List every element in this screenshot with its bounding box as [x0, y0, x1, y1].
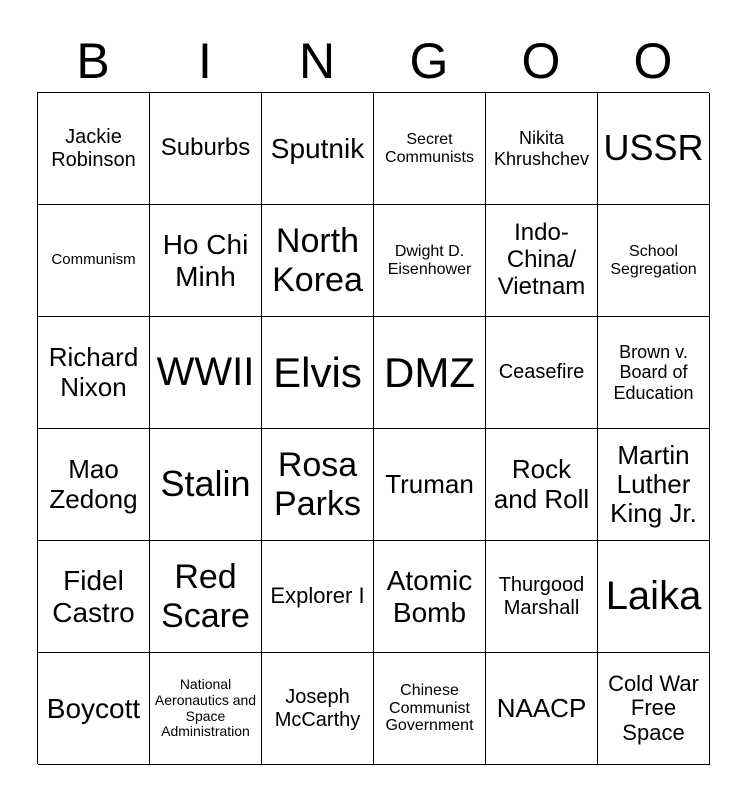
cell-label: Richard Nixon [48, 342, 139, 402]
bingo-cell[interactable] [598, 205, 710, 317]
cell-label: Fidel Castro [52, 565, 135, 628]
cell-label: Rock and Roll [493, 454, 590, 514]
cell-label: Jackie Robinson [51, 126, 136, 171]
bingo-cell[interactable] [262, 93, 374, 205]
bingo-cell[interactable] [150, 653, 262, 765]
bingo-cell[interactable] [150, 317, 262, 429]
cell-label: Truman [385, 468, 474, 499]
bingo-cell[interactable] [262, 653, 374, 765]
bingo-header [37, 30, 709, 92]
cell-label: Secret Communists [385, 130, 474, 166]
cell-label: National Aeronautics and Space Administration [154, 676, 257, 740]
cell-label: Atomic Bomb [386, 565, 473, 628]
header-letter-o: O [521, 33, 561, 89]
cell-label: School Segregation [610, 242, 697, 278]
bingo-cell[interactable] [598, 429, 710, 541]
bingo-cell[interactable] [486, 93, 598, 205]
cell-label: Communism [51, 251, 136, 269]
bingo-cell[interactable] [486, 653, 598, 765]
bingo-board [37, 92, 709, 764]
bingo-cell[interactable] [38, 653, 150, 765]
cell-label: Ceasefire [498, 361, 585, 384]
cell-label: Ho Chi Minh [162, 229, 249, 292]
cell-label: DMZ [384, 348, 475, 396]
bingo-cell[interactable] [150, 541, 262, 653]
cell-label: Explorer I [270, 583, 365, 609]
bingo-cell[interactable] [262, 429, 374, 541]
cell-label: Rosa Parks [274, 446, 361, 523]
cell-label: Mao Zedong [49, 454, 138, 514]
bingo-cell[interactable] [374, 429, 486, 541]
cell-label: Brown v. Board of Education [613, 342, 694, 403]
bingo-cell[interactable] [150, 429, 262, 541]
bingo-cell[interactable] [598, 653, 710, 765]
bingo-cell[interactable] [262, 317, 374, 429]
cell-label: Elvis [273, 348, 362, 396]
cell-label: Red Scare [161, 558, 250, 635]
header-letter-n: N [298, 33, 336, 89]
cell-label: Suburbs [160, 134, 251, 162]
cell-label: Dwight D. Eisenhower [387, 242, 472, 278]
cell-label: Laika [605, 574, 702, 619]
cell-label: USSR [603, 127, 704, 169]
bingo-cell[interactable] [486, 205, 598, 317]
cell-label: Sputnik [270, 132, 365, 164]
bingo-cell[interactable] [262, 205, 374, 317]
cell-label: Chinese Communist Government [385, 681, 474, 735]
cell-label: Boycott [46, 692, 141, 724]
header-letter-g: G [409, 33, 449, 89]
bingo-cell[interactable] [598, 317, 710, 429]
cell-label: Nikita Khrushchev [493, 128, 590, 169]
bingo-cell[interactable] [374, 205, 486, 317]
cell-label: Cold War Free Space [608, 670, 699, 745]
cell-label: Thurgood Marshall [498, 574, 585, 619]
bingo-cell[interactable] [38, 429, 150, 541]
cell-label: Stalin [160, 463, 251, 505]
cell-label: Martin Luther King Jr. [610, 439, 697, 529]
cell-label: NAACP [496, 692, 587, 723]
bingo-cell[interactable] [150, 93, 262, 205]
header-letter-o-2: O [633, 33, 673, 89]
cell-label: North Korea [272, 222, 363, 299]
bingo-cell[interactable] [262, 541, 374, 653]
bingo-cell[interactable] [486, 317, 598, 429]
header-letter-b: B [76, 33, 110, 89]
bingo-cell[interactable] [598, 93, 710, 205]
cell-label: WWII [156, 350, 255, 395]
bingo-cell[interactable] [598, 541, 710, 653]
bingo-cell[interactable] [150, 205, 262, 317]
bingo-cell[interactable] [374, 317, 486, 429]
cell-label: Joseph McCarthy [274, 686, 361, 731]
bingo-cell[interactable] [374, 93, 486, 205]
bingo-cell[interactable] [38, 205, 150, 317]
bingo-cell[interactable] [38, 541, 150, 653]
cell-label: Indo-China/ Vietnam [497, 219, 586, 300]
bingo-cell[interactable] [374, 541, 486, 653]
bingo-cell[interactable] [486, 429, 598, 541]
bingo-cell[interactable] [38, 317, 150, 429]
bingo-cell[interactable] [38, 93, 150, 205]
bingo-cell[interactable] [486, 541, 598, 653]
header-letter-i: I [198, 33, 212, 89]
bingo-cell[interactable] [374, 653, 486, 765]
